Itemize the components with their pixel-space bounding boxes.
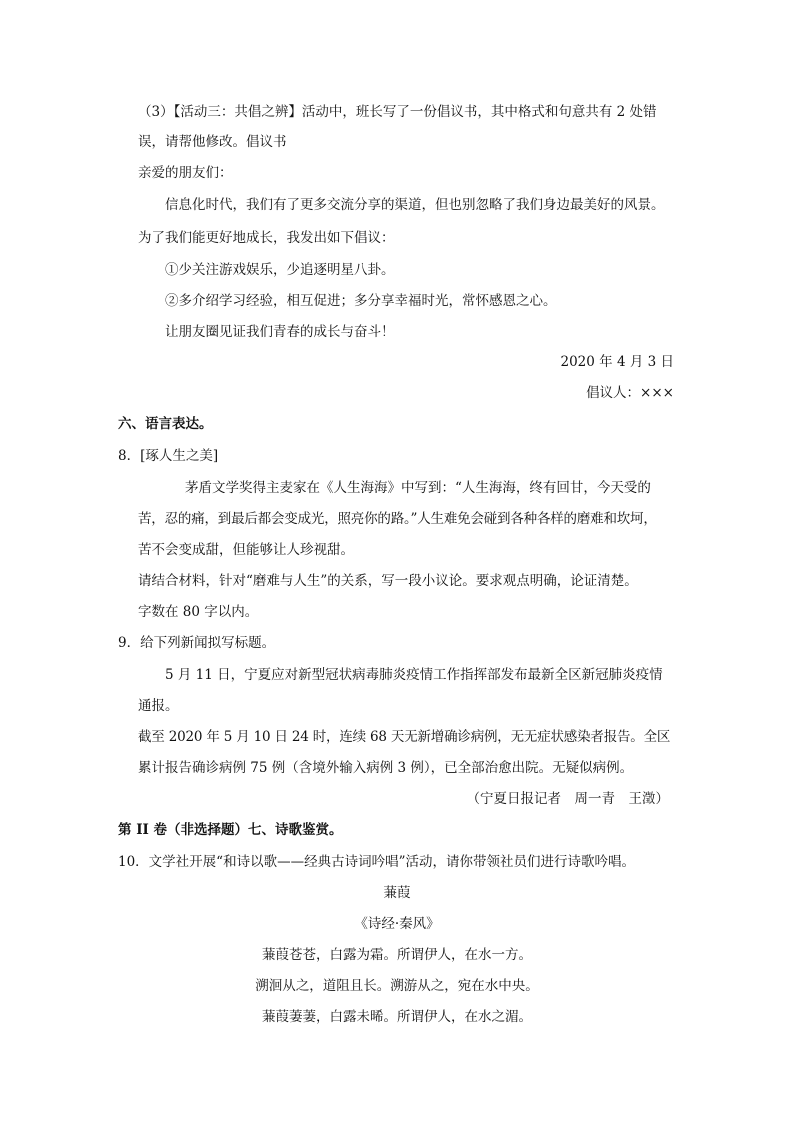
letter-salutation: 亲爱的朋友们： bbox=[138, 165, 233, 181]
q3-prompt-line1: （3）【活动三：共倡之辨】活动中，班长写了一份倡议书，其中格式和句意共有 2 处错 bbox=[138, 104, 657, 120]
poem-line: 溯洄从之，道阻且长。溯游从之，宛在水中央。 bbox=[255, 978, 539, 994]
q8-title: 8．[琢人生之美] bbox=[118, 448, 219, 464]
poem-source: 《诗经·秦风》 bbox=[354, 916, 440, 932]
poem-line: 蒹葭萋萋，白露未晞。所谓伊人，在水之湄。 bbox=[262, 1009, 532, 1025]
letter-date: 2020 年 4 月 3 日 bbox=[560, 354, 674, 370]
q8-material-line2: 苦，忍的痛，到最后都会变成光，照亮你的路。”人生难免会碰到各种各样的磨难和坎坷， bbox=[138, 511, 657, 527]
q9-news-line2: 通报。 bbox=[138, 698, 179, 714]
letter-body-1: 信息化时代，我们有了更多交流分享的渠道，但也别忽略了我们身边最美好的风景。 bbox=[165, 197, 665, 213]
q10-prompt: 10．文学社开展“和诗以歌——经典古诗词吟唱”活动，请你带领社员们进行诗歌吟唱。 bbox=[118, 854, 635, 870]
q3-prompt-line2: 误，请帮他修改。倡议书 bbox=[138, 134, 287, 150]
poem-title: 蒹葭 bbox=[383, 885, 411, 901]
q8-instruction-line1: 请结合材料，针对“磨难与人生”的关系，写一段小议论。要求观点明确，论证清楚。 bbox=[138, 573, 638, 589]
letter-item-1: ①少关注游戏娱乐，少追逐明星八卦。 bbox=[165, 262, 395, 278]
q9-news-line4: 累计报告确诊病例 75 例（含境外输入病例 3 例），已全部治愈出院。无疑似病例。 bbox=[138, 760, 634, 776]
q9-title: 9．给下列新闻拟写标题。 bbox=[118, 635, 276, 651]
q9-news-line3: 截至 2020 年 5 月 10 日 24 时，连续 68 天无新增确诊病例，无无症状感染者报告。全区 bbox=[138, 729, 671, 745]
section-6-heading: 六、语言表达。 bbox=[118, 416, 213, 432]
q9-news-line1: 5 月 11 日，宁夏应对新型冠状病毒肺炎疫情工作指挥部发布最新全区新冠肺炎疫情 bbox=[165, 667, 663, 683]
q8-instruction-line2: 字数在 80 字以内。 bbox=[138, 604, 259, 620]
section-7-heading: 第 II 卷（非选择题）七、诗歌鉴赏。 bbox=[118, 822, 343, 838]
letter-body-3: 让朋友圈见证我们青春的成长与奋斗！ bbox=[165, 324, 395, 340]
q8-material-line3: 苦不会变成甜，但能够让人珍视甜。 bbox=[138, 542, 354, 558]
letter-signer: 倡议人：××× bbox=[586, 385, 674, 401]
q8-material-line1: 茅盾文学奖得主麦家在《人生海海》中写到：“人生海海，终有回甘，今天受的 bbox=[185, 480, 651, 496]
q9-news-source: （宁夏日报记者 周一青 王澂） bbox=[466, 791, 669, 807]
poem-line: 蒹葭苍苍，白露为霜。所谓伊人，在水一方。 bbox=[262, 947, 532, 963]
letter-item-2: ②多介绍学习经验，相互促进；多分享幸福时光，常怀感恩之心。 bbox=[165, 293, 557, 309]
letter-body-2: 为了我们能更好地成长，我发出如下倡议： bbox=[138, 230, 395, 246]
